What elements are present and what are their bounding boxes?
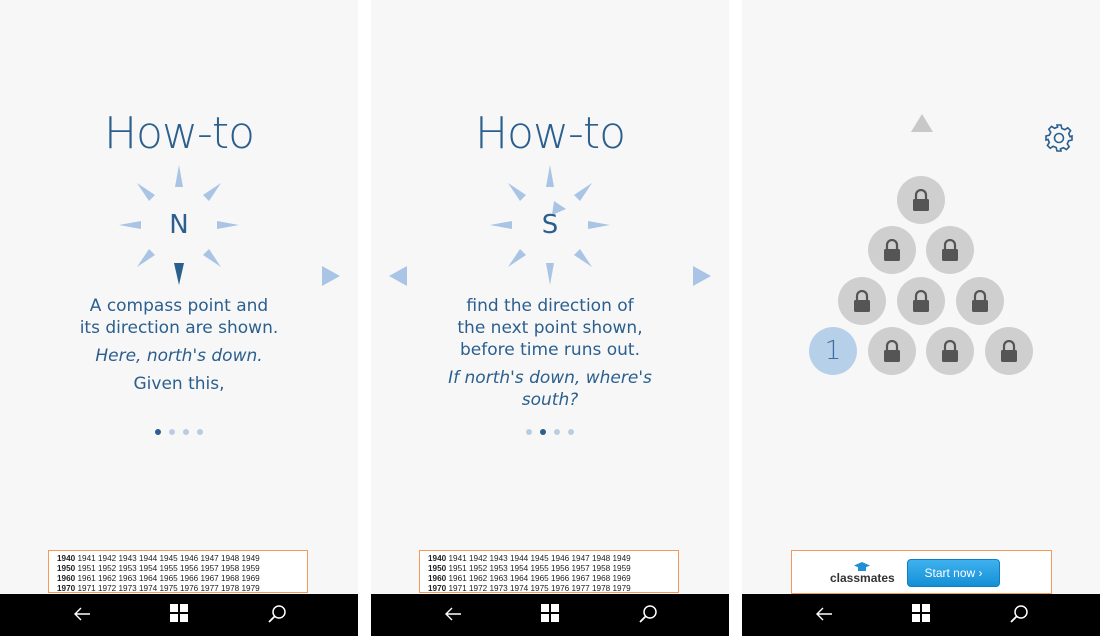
ad-years-row: 1950 1951 1952 1953 1954 1955 1956 1957 1958 1959 <box>57 564 260 573</box>
start-now-button[interactable]: Start now › <box>907 559 1000 587</box>
howto-line: before time runs out. <box>460 340 640 360</box>
taskbar <box>371 594 729 636</box>
ad-years-row: 1970 1971 1972 1973 1974 1975 1976 1977 1978 1979 <box>57 584 260 593</box>
back-icon[interactable] <box>443 604 463 624</box>
howto-line: Given this, <box>133 374 225 394</box>
level-number: 1 <box>824 336 842 366</box>
screen-level-select <box>742 0 1100 636</box>
page-title: How-to <box>103 108 255 159</box>
level-locked[interactable] <box>868 327 916 375</box>
howto-text <box>0 295 358 395</box>
level-locked[interactable] <box>897 277 945 325</box>
level-locked[interactable] <box>956 277 1004 325</box>
howto-line: A compass point and <box>89 296 269 316</box>
compass-ray-nw <box>508 183 526 201</box>
next-arrow-icon[interactable] <box>322 266 340 286</box>
windows-start-icon[interactable] <box>541 604 559 622</box>
taskbar <box>742 594 1100 636</box>
level-locked[interactable] <box>985 327 1033 375</box>
lock-icon <box>912 189 930 211</box>
next-arrow-icon[interactable] <box>693 266 711 286</box>
page-dot <box>554 429 560 435</box>
lock-icon <box>941 340 959 362</box>
lock-icon <box>941 239 959 261</box>
howto-line: the next point shown, <box>457 318 643 338</box>
taskbar <box>0 594 358 636</box>
page-dot <box>568 429 574 435</box>
ad-banner-years[interactable] <box>48 550 308 593</box>
page-dot <box>197 429 203 435</box>
level-locked[interactable] <box>926 327 974 375</box>
ad-banner-classmates[interactable] <box>791 550 1052 594</box>
up-arrow-icon[interactable] <box>911 114 933 132</box>
lock-icon <box>912 290 930 312</box>
gear-icon[interactable] <box>1044 123 1074 153</box>
compass-ray-ne <box>574 183 592 201</box>
compass-ray-n <box>175 165 183 187</box>
howto-line: its direction are shown. <box>79 318 279 338</box>
windows-start-icon[interactable] <box>170 604 188 622</box>
level-locked[interactable] <box>868 226 916 274</box>
previous-arrow-icon[interactable] <box>389 266 407 286</box>
compass-ray-n <box>546 165 554 187</box>
level-locked[interactable] <box>838 277 886 325</box>
page-dot <box>169 429 175 435</box>
compass-ray-sw <box>137 249 155 267</box>
windows-start-icon[interactable] <box>912 604 930 622</box>
page-dot <box>526 429 532 435</box>
compass-letter: S <box>541 210 559 240</box>
compass-ray-s <box>546 263 554 285</box>
howto-line: find the direction of <box>466 296 634 316</box>
lock-icon <box>883 239 901 261</box>
howto-italic: Here, north's down. <box>95 346 263 366</box>
ad-banner-years[interactable] <box>419 550 679 593</box>
compass-ray-s-highlighted <box>174 263 184 285</box>
lock-icon <box>1000 340 1018 362</box>
compass-ray-se <box>203 249 221 267</box>
compass-ray-se <box>574 249 592 267</box>
page-indicator <box>371 429 729 435</box>
ad-years-row: 1950 1951 1952 1953 1954 1955 1956 1957 1958 1959 <box>428 564 631 573</box>
compass-ray-ne <box>203 183 221 201</box>
page-dot-active <box>540 429 546 435</box>
howto-text <box>371 295 729 411</box>
page-dot <box>183 429 189 435</box>
lock-icon <box>853 290 871 312</box>
ad-years-row: 1960 1961 1962 1963 1964 1965 1966 1967 1968 1969 <box>428 574 631 583</box>
lock-icon <box>971 290 989 312</box>
howto-italic: If north's down, where's <box>448 368 652 388</box>
howto-italic: south? <box>521 390 579 410</box>
page-indicator <box>0 429 358 435</box>
lock-icon <box>883 340 901 362</box>
back-icon[interactable] <box>814 604 834 624</box>
ad-years-row: 1940 1941 1942 1943 1944 1945 1946 1947 1948 1949 <box>428 554 631 563</box>
compass-letter: N <box>169 210 189 240</box>
search-icon[interactable] <box>638 604 658 624</box>
level-unlocked[interactable] <box>809 327 857 375</box>
level-locked[interactable] <box>926 226 974 274</box>
level-locked[interactable] <box>897 176 945 224</box>
screen-howto-2 <box>371 0 729 636</box>
page-title: How-to <box>474 108 626 159</box>
ad-years-row: 1970 1971 1972 1973 1974 1975 1976 1977 1978 1979 <box>428 584 631 593</box>
compass-ray-sw <box>508 249 526 267</box>
classmates-logo: classmates <box>830 571 895 585</box>
screen-howto-1 <box>0 0 358 636</box>
page-dot-active <box>155 429 161 435</box>
compass-ray-nw <box>137 183 155 201</box>
ad-years-row: 1940 1941 1942 1943 1944 1945 1946 1947 1948 1949 <box>57 554 260 563</box>
ad-years-row: 1960 1961 1962 1963 1964 1965 1966 1967 1968 1969 <box>57 574 260 583</box>
back-icon[interactable] <box>72 604 92 624</box>
search-icon[interactable] <box>1009 604 1029 624</box>
search-icon[interactable] <box>267 604 287 624</box>
